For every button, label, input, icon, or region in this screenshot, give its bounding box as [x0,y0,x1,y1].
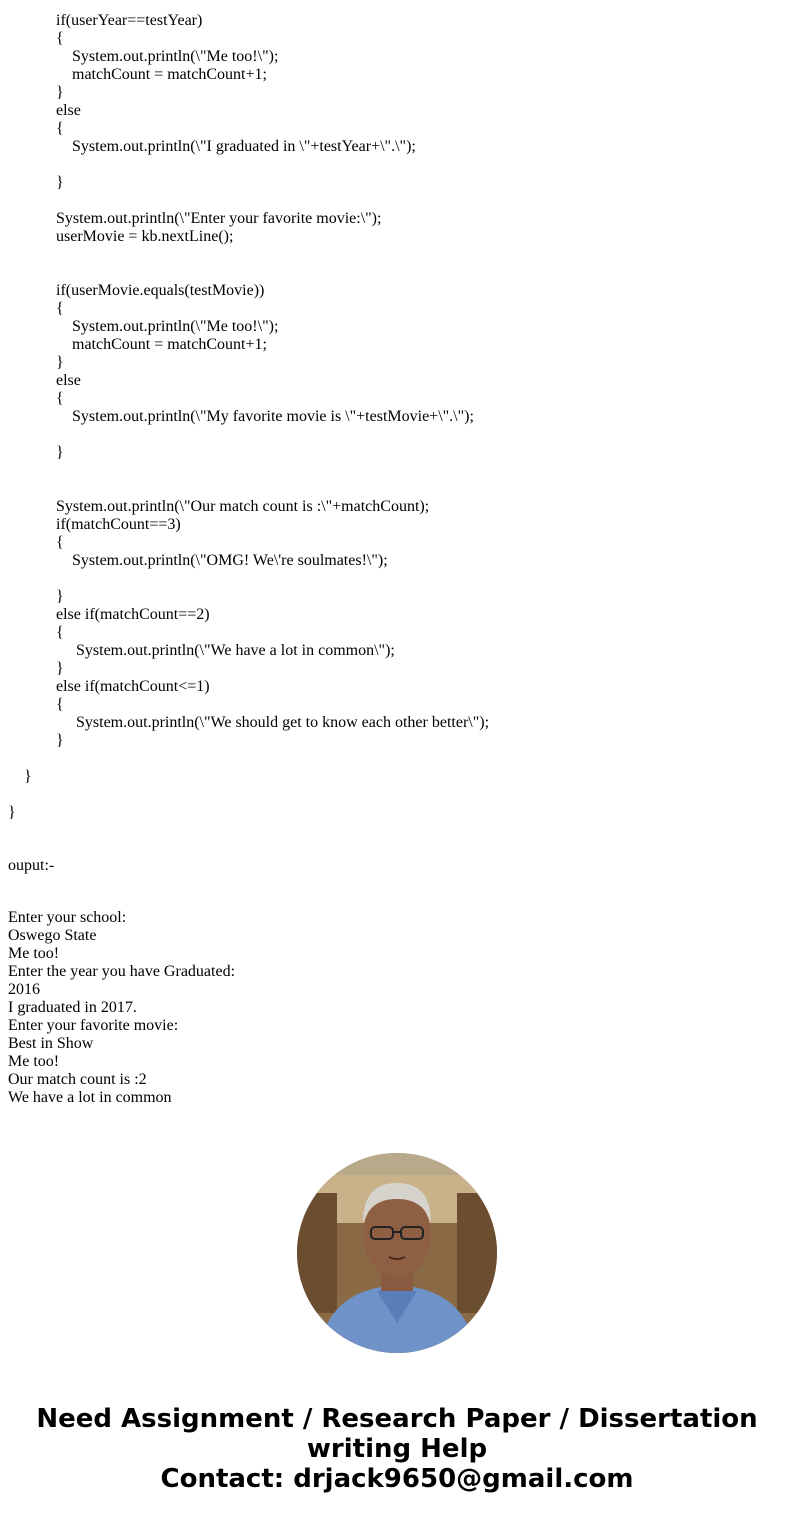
code-line: { [56,300,64,317]
cta-line-1: Need Assignment / Research Paper / Dissertation [36,1404,758,1434]
output-line: Me too! [8,1053,60,1070]
code-line: { [56,534,64,551]
code-line: matchCount = matchCount+1; [72,66,267,83]
code-line: else [56,372,81,389]
code-line: if(userMovie.equals(testMovie)) [56,282,265,299]
code-line: } [24,768,32,785]
code-line: matchCount = matchCount+1; [72,336,267,353]
avatar [297,1153,497,1353]
output-line: Me too! [8,945,60,962]
code-line: } [56,732,64,749]
code-line: if(userYear==testYear) [56,12,203,29]
code-line: System.out.println(\"My favorite movie is \"+testMovie+\".\"); [72,408,474,425]
code-line: System.out.println(\"Our match count is :\"+matchCount); [56,498,430,515]
code-line: System.out.println(\"Enter your favorite movie:\"); [56,210,382,227]
code-line: else if(matchCount==2) [56,606,210,623]
code-line: { [56,696,64,713]
code-line: } [56,84,64,101]
code-line: System.out.println(\"Me too!\"); [72,48,279,65]
output-line: Enter the year you have Graduated: [8,963,236,980]
code-line: System.out.println(\"I graduated in \"+testYear+\".\"); [72,138,416,155]
code-line: System.out.println(\"We have a lot in common\"); [76,642,395,659]
code-line: } [56,174,64,191]
code-line: } [56,444,64,461]
code-line: System.out.println(\"OMG! We\'re soulmates!\"); [72,552,388,569]
output-line: 2016 [8,981,40,998]
cta-contact: Contact: drjack9650@gmail.com [160,1464,634,1494]
output-line: Our match count is :2 [8,1071,147,1088]
code-line: userMovie = kb.nextLine(); [56,228,234,245]
output-line: Enter your favorite movie: [8,1017,179,1034]
code-line: { [56,120,64,137]
output-line: Best in Show [8,1035,94,1052]
code-line: { [56,624,64,641]
output-line: Oswego State [8,927,97,944]
code-line: if(matchCount==3) [56,516,181,533]
code-line: System.out.println(\"We should get to know each other better\"); [76,714,490,731]
cta-line-2: writing Help [306,1434,488,1464]
code-line: else if(matchCount<=1) [56,678,210,695]
avatar-portrait [297,1153,497,1353]
code-line: else [56,102,81,119]
code-line: System.out.println(\"Me too!\"); [72,318,279,335]
output-line: I graduated in 2017. [8,999,137,1016]
code-line: } [8,804,16,821]
code-line: { [56,30,64,47]
code-line: { [56,390,64,407]
code-line: } [56,588,64,605]
code-line: } [56,660,64,677]
output-line: We have a lot in common [8,1089,172,1106]
output-heading: ouput:- [8,857,55,874]
code-line: } [56,354,64,371]
output-line: Enter your school: [8,909,127,926]
